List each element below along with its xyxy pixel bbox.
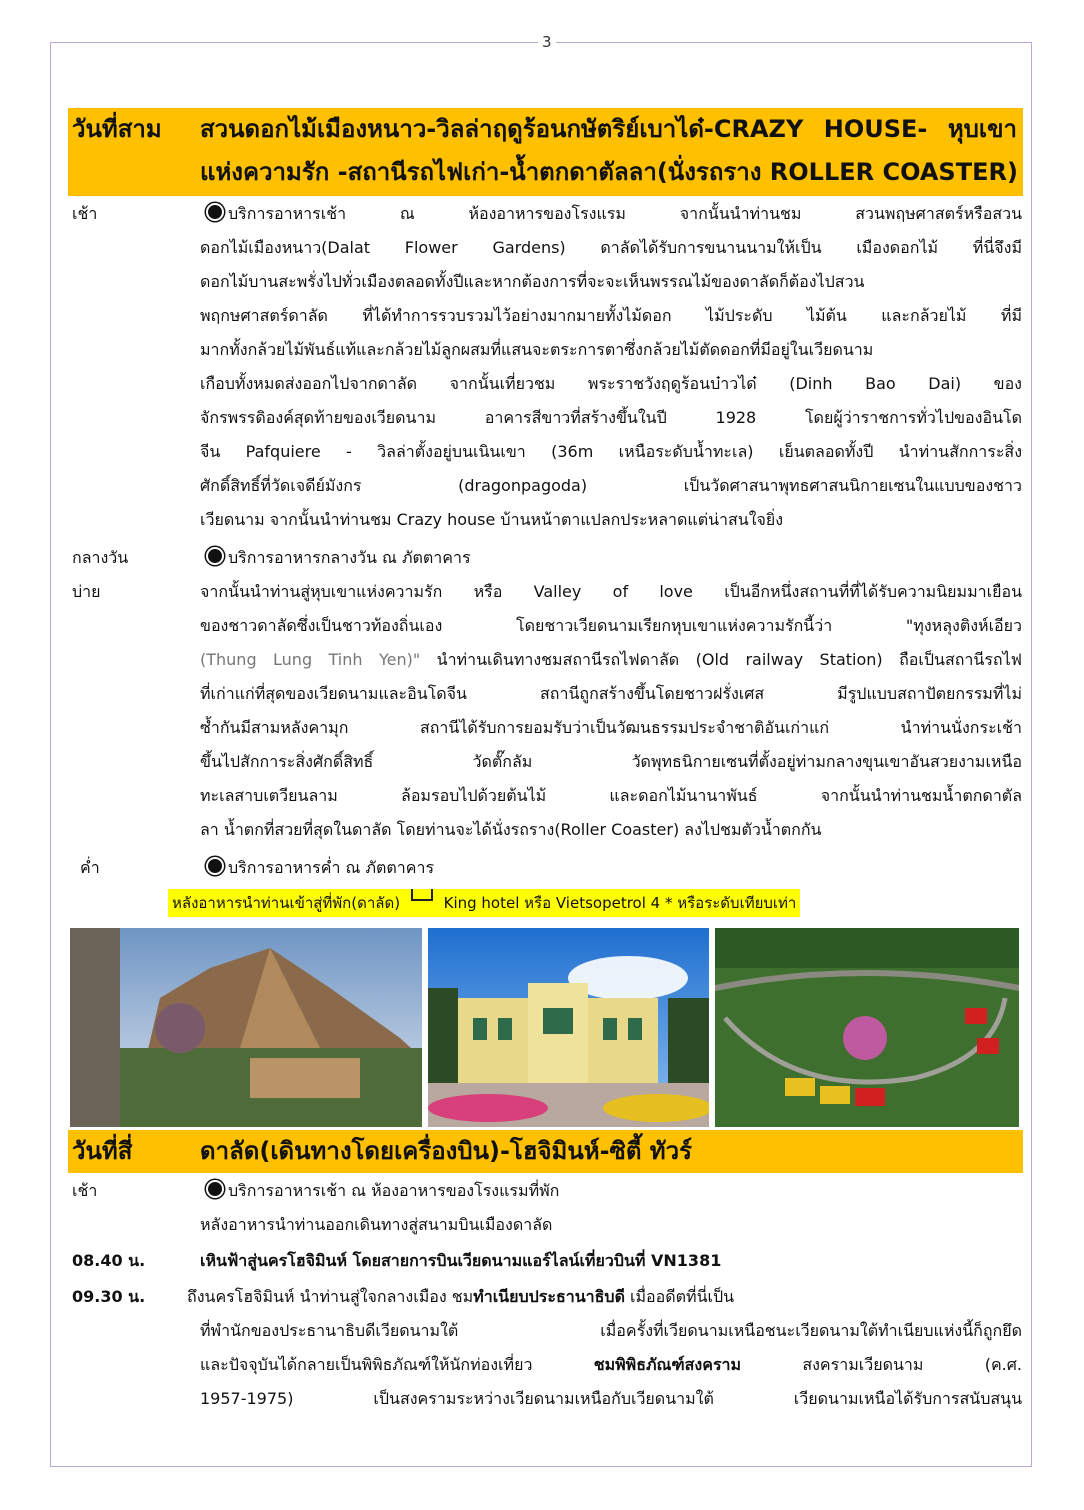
hotel-before: หลังอาหารนำท่านเข้าสู่ที่พัก(ดาลัด) [172,894,401,912]
line-text: มากทั้งกล้วยไม้พันธ์แท้และกล้วยไม้ลูกผสมที่แสนจะตระการตาซึ่งกล้วยไม้ตัดดอกที่มีอยู่ในเวียดนาม [200,340,874,359]
day3-dinner [72,851,1022,885]
line-text: ของชาวดาลัดซึ่งเป็นชาวท้องถิ่นเอง โดยชาวเวียดนามเรียกหุบเขาแห่งความรักนี้ว่า "ทุงหลุงติงห์เอียว [200,616,1022,635]
text-line [200,677,1022,711]
arrival-line [200,1348,1022,1382]
text-line [200,231,1022,265]
text: ถึงนครโฮจิมินห์ นำท่านสู่ใจกลางเมือง ชม [187,1287,474,1306]
day3-header [68,108,1023,196]
crazy-house-photo [70,928,422,1127]
line-text: ที่เก่าแก่ที่สุดของเวียดนามและอินโดจีน สถานีถูกสร้างขึ้นโดยชาวฝรั่งเศส มีรูปแบบสถาปัตยกรรมที่ไม่ [200,684,1022,703]
time-label: 08.40 น. [72,1251,146,1270]
meal-icon [206,203,224,221]
morning-line: หลังอาหารนำท่านออกเดินทางสู่สนามบินเมืองดาลัด [200,1215,553,1234]
text-line [200,609,1022,643]
dinner-text: บริการอาหารค่ำ ณ ภัตตาคาร [228,858,435,877]
roller-coaster-photo [715,928,1019,1127]
text-line [200,469,1022,503]
day4-arrival [72,1280,1022,1416]
day3-title [200,108,1017,194]
day3-label: วันที่สาม [72,115,162,143]
day3-afternoon [72,575,1022,847]
line-text: ซ้ำกันมีสามหลังคามุก สถานีได้รับการยอมรับว่าเป็นวัฒนธรรมประจำชาติอันเก่าแก่ นำท่านนั่งกระเช้า [200,718,1022,737]
day3-title-line: แห่งความรัก -สถานีรถไฟเก่า-น้ำตกดาตัลลา(นั่งรถราง ROLLER COASTER) [200,158,1018,186]
day4-morning [72,1174,1022,1242]
morning-line [200,1174,1022,1208]
text: และปัจจุบันได้กลายเป็นพิพิธภัณฑ์ให้นักท่องเที่ยว [200,1355,594,1374]
lunch-text: บริการอาหารกลางวัน ณ ภัตตาคาร [228,548,471,567]
text-line [200,711,1022,745]
line-text: ทะเลสาบเตวียนลาม ล้อมรอบไปด้วยต้นไม้ และดอกไม้นานาพันธ์ จากนั้นนำท่านชมน้ำตกดาตัล [200,786,1022,805]
lunch-line [200,541,1022,575]
time-label: บ่าย [72,582,101,601]
text-line [200,435,1022,469]
text: เมื่ออดีตที่นี่เป็น [624,1287,735,1306]
day3-lunch [72,541,1022,575]
arrival-line: ที่พำนักของประธานาธิบดีเวียดนามใต้ เมื่อครั้งที่เวียดนามเหนือชนะเวียดนามใต้ทำเนียบแห่งนี้ก็ถูกยึด [200,1321,1022,1340]
flight-text: เหินฟ้าสู่นครโฮจิมินห์ โดยสายการบินเวียดนามแอร์ไลน์เที่ยวบินที่ VN1381 [200,1251,722,1270]
day4-title: ดาลัด(เดินทางโดยเครื่องบิน)-โฮจิมินห์-ซิตี้ ทัวร์ [200,1137,692,1165]
line-text: จีน Pafquiere - วิลล่าตั้งอยู่บนเนินเขา (36m เหนือระดับน้ำทะเล) เย็นตลอดทั้งปี นำท่านสักการะสิ่ง [200,442,1022,461]
line-text: ลา น้ำตกที่สวยที่สุดในดาลัด โดยท่านจะได้นั่งรถราง(Roller Coaster) ลงไปชมตัวน้ำตกกัน [200,820,822,839]
time-label: ค่ำ [80,858,100,877]
day4-label: วันที่สี่ [72,1137,133,1165]
text-line [200,299,1022,333]
arrival-line: 1957-1975) เป็นสงครามระหว่างเวียดนามเหนือกับเวียดนามใต้ เวียดนามเหนือได้รับการสนับสนุน [200,1389,1022,1408]
text: สงครามเวียดนาม (ค.ศ. [741,1355,1022,1374]
hotel-after: King hotel หรือ Vietsopetrol 4 * หรือระดับเทียบเท่า [443,894,797,912]
text-line [200,745,1022,779]
day3-title-line: สวนดอกไม้เมืองหนาว-วิลล่าฤดูร้อนกษัตริย์เบาได๋-CRAZY HOUSE- หุบเขา [200,115,1017,143]
text-line [200,333,1022,367]
line-text: ดอกไม้เมืองหนาว(Dalat Flower Gardens) ดาลัดได้รับการขนานนามให้เป็น เมืองดอกไม้ ที่นี่จึงมี [200,238,1022,257]
line-text: (Thung Lung Tinh Yen)" นำท่านเดินทางชมสถานีรถไฟดาลัด (Old railway Station) ถือเป็นสถานีรถไฟ [200,650,1022,669]
line-text: พฤกษศาสตร์ดาลัด ที่ได้ทำการรวบรวมไว้อย่างมากมายทั้งไม้ดอก ไม้ประดับ ไม้ต้น และกล้วยไม้ ที่มี [200,306,1022,325]
meal-icon [206,1180,224,1198]
text-line [200,779,1022,813]
time-label: เช้า [72,204,98,223]
line-text: เกือบทั้งหมดส่งออกไปจากดาลัด จากนั้นเที่ยวชม พระราชวังฤดูร้อนบ๋าวได๋ (Dinh Bao Dai) ของ [200,374,1022,393]
time-label: 09.30 น. [72,1287,146,1306]
text-line [200,643,1022,677]
line-text: ศักดิ์สิทธิ์ที่วัดเจดีย์มังกร (dragonpagoda) เป็นวัดศาสนาพุทธศาสนนิกายเซนในแบบของชาว [200,476,1022,495]
line-text: ขึ้นไปสักการะสิ่งศักดิ์สิทธิ์ วัดตั๊กลัม วัดพุทธนิกายเซนที่ตั้งอยู่ท่ามกลางขุนเขาอันสวยงามเหนือ [200,752,1022,771]
hotel-highlight [168,889,800,917]
arrival-line [187,1280,1022,1314]
bao-dai-palace-photo [428,928,709,1127]
line-text: ดอกไม้บานสะพรั่งไปทั่วเมืองตลอดทั้งปีและหากต้องการที่จะจะเห็นพรรณไม้ของดาลัดก็ต้องไปสวน [200,272,865,291]
gray-text: (Thung Lung Tinh Yen)" [200,650,421,669]
bed-icon [411,889,433,901]
text-line [200,575,1022,609]
text-line [200,197,1022,231]
bold-text: ชมพิพิธภัณฑ์สงคราม [593,1355,742,1374]
breakfast-text: บริการอาหารเช้า ณ ห้องอาหารของโรงแรมที่พัก [228,1181,560,1200]
text-line [200,401,1022,435]
day4-flight [72,1244,1022,1278]
meal-icon [206,857,224,875]
day4-header [68,1130,1023,1173]
page-number: 3 [538,33,556,51]
line-text: จักรพรรดิองค์สุดท้ายของเวียดนาม อาคารสีขาวที่สร้างขึ้นในปี 1928 โดยผู้ว่าราชการทั่วไปของอินโด [200,408,1022,427]
line-text: จากนั้นนำท่านสู่หุบเขาแห่งความรัก หรือ Valley of love เป็นอีกหนึ่งสถานที่ที่ได้รับความนิยมมาเยือน [200,582,1022,601]
time-label: กลางวัน [72,548,129,567]
bold-text: ทำเนียบประธานาธิบดี [473,1287,625,1306]
line-text: เวียดนาม จากนั้นนำท่านชม Crazy house บ้านหน้าตาแปลกประหลาดแต่น่าสนใจยิ่ง [200,510,784,529]
afternoon-body [200,575,1022,847]
morning-body [200,197,1022,537]
line-text: บริการอาหารเช้า ณ ห้องอาหารของโรงแรม จากนั้นนำท่านชม สวนพฤษศาสตร์หรือสวน [228,204,1022,223]
text-line [200,367,1022,401]
text-line [200,503,1022,537]
text-line [200,813,1022,847]
dinner-line [200,851,1022,885]
meal-icon [206,547,224,565]
time-label: เช้า [72,1181,98,1200]
day3-morning [72,197,1022,537]
text-line [200,265,1022,299]
